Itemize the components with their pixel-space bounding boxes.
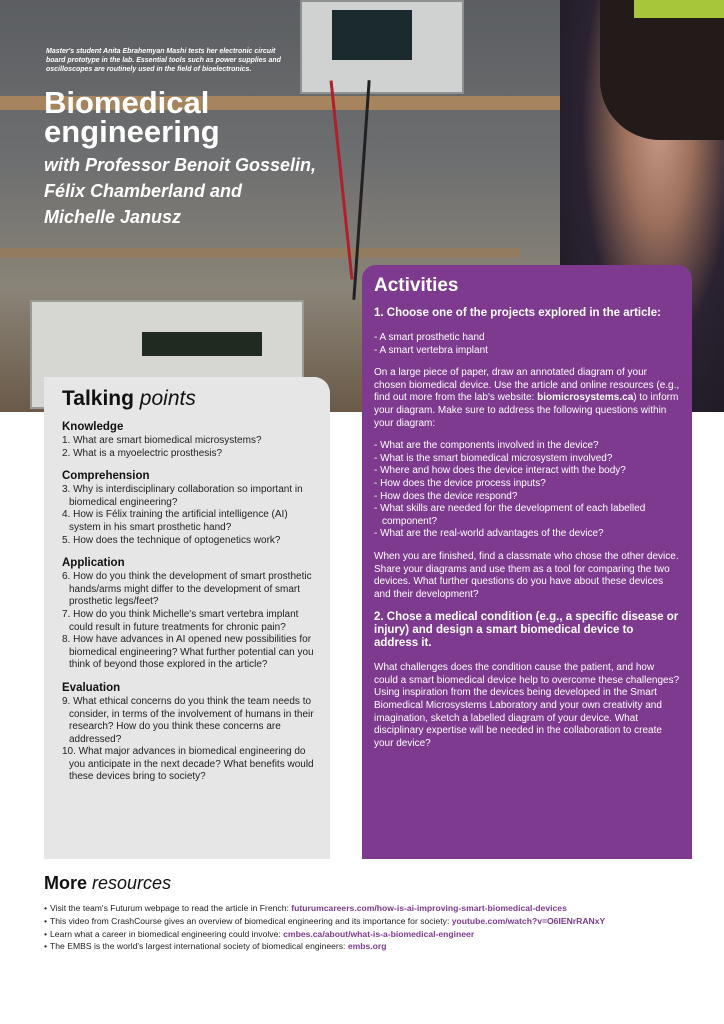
section-title-knowledge: Knowledge <box>62 421 124 433</box>
futurum-article-link[interactable]: futurumcareers.com/how-is-ai-improving-smart-biomedical-devices <box>291 903 567 913</box>
list-item: 9. What ethical concerns do you think the team needs to consider, in terms of the involvement of humans in their research? How do you think these concerns are addressed? <box>62 695 314 745</box>
resource-text: Learn what a career in biomedical engineering could involve: <box>50 928 284 939</box>
task-2-title: 2. Chose a medical condition (e.g., a specific disease or injury) and design a smart biomedical device to address it. <box>374 611 679 650</box>
list-item: - What are the real-world advantages of the device? <box>374 528 604 540</box>
more-heading-italic: resources <box>92 873 172 893</box>
resource-text: Visit the team's Futurum webpage to read the article in French: <box>50 903 292 913</box>
list-item: - A smart vertebra implant <box>374 344 488 356</box>
list-item: 4. How is Félix training the artificial intelligence (AI) system in his smart prosthetic hand? <box>62 509 288 533</box>
list-item: - What is the smart biomedical microsystem involved? <box>374 452 613 464</box>
bullet: • <box>44 903 48 913</box>
diagram-questions-list <box>374 440 680 541</box>
talking-points-heading <box>62 387 316 411</box>
list-item: 10. What major advances in biomedical engineering do you anticipate in the next decade? What benefits would these devices bring to society? <box>62 746 314 783</box>
title-line-2: engineering <box>44 114 220 149</box>
section-title-application: Application <box>62 557 125 570</box>
list-item: 8. How have advances in AI opened new possibilities for biomedical engineering? What further potential can you think of beyond those explored in the article? <box>62 634 314 671</box>
lab-website-link[interactable]: biomicrosystems.ca <box>537 392 634 404</box>
section-title-comprehension: Comprehension <box>62 470 150 483</box>
activities-panel <box>362 265 692 859</box>
list-item: - A smart prosthetic hand <box>374 332 485 343</box>
bullet: • <box>44 928 48 939</box>
cmbes-career-link[interactable]: cmbes.ca/about/what-is-a-biomedical-engineer <box>283 928 475 939</box>
page-title <box>44 85 220 149</box>
bullet: • <box>44 915 48 926</box>
talking-points-panel <box>44 377 330 859</box>
power-supply-display <box>142 332 262 356</box>
task-2-instructions: What challenges does the condition cause the patient, and how could a smart biomedical device help to overcome these challenges? Using inspiration from the devices being developed in the Smart Biomedical Microsystems Laboratory and your own creativity and imagination, sketch a labelled diagram of your device. What disciplinary expertise will be needed in the collaboration to create your device? <box>374 662 680 749</box>
researcher-hair <box>600 0 724 140</box>
talking-heading-italic: points <box>139 387 196 410</box>
photo-caption: Master's student Anita Ebrahemyan Mashi tests her electronic circuit board prototype in the lab. Essential tools such as power supplies and oscilloscopes are routinely used in the field of bioelectronics. <box>46 48 281 73</box>
more-resources-heading <box>44 872 704 894</box>
list-item: 2. What is a myoelectric prosthesis? <box>62 447 223 459</box>
list-item: - What skills are needed for the development of each labelled component? <box>374 503 646 527</box>
project-list <box>374 332 680 357</box>
activities-heading: Activities <box>374 275 459 296</box>
resource-text: This video from CrashCourse gives an overview of biomedical engineering and its importance for society: <box>50 915 452 926</box>
task-1-instructions <box>374 367 680 430</box>
list-item: - How does the device process inputs? <box>374 477 546 489</box>
instructions-text: On a large piece of paper, draw an annotated diagram of your chosen biomedical device. Use the article and online resources (e.g., find out more from the lab's website: <box>374 367 680 404</box>
subtitle-line-2: Félix Chamberland and <box>44 181 243 201</box>
list-item: 5. How does the technique of optogenetics work? <box>62 534 281 546</box>
instructions-text: ) to inform your diagram. Make sure to address the following questions within your diagram: <box>374 392 679 429</box>
task-1-title: 1. Choose one of the projects explored in the article: <box>374 307 661 319</box>
task-1-followup: When you are finished, find a classmate who chose the other device. Share your diagrams and use them as a tool for comparing the two devices. What further questions do you have about these devices and their development? <box>374 550 679 600</box>
page-subtitle <box>44 152 344 230</box>
title-line-1: Biomedical <box>44 85 210 120</box>
application-list <box>62 571 316 672</box>
accent-strip <box>634 0 724 18</box>
oscilloscope-graphic <box>300 0 464 94</box>
list-item: - What are the components involved in the device? <box>374 440 599 452</box>
resources-list <box>44 902 704 953</box>
subtitle-line-1: with Professor Benoit Gosselin, <box>44 155 317 175</box>
youtube-video-link[interactable]: youtube.com/watch?v=O6IENrRANxY <box>451 915 606 926</box>
evaluation-list <box>62 696 316 784</box>
comprehension-list <box>62 484 316 547</box>
knowledge-list <box>62 435 316 460</box>
lab-bench <box>0 248 520 258</box>
list-item <box>44 902 704 915</box>
subtitle-line-3: Michelle Janusz <box>44 207 182 227</box>
list-item <box>44 940 704 953</box>
list-item <box>44 928 704 941</box>
more-resources <box>44 872 704 953</box>
oscilloscope-screen <box>332 10 412 60</box>
list-item: 3. Why is interdisciplinary collaboration so important in biomedical engineering? <box>62 484 303 508</box>
embs-link[interactable]: embs.org <box>347 941 387 952</box>
section-title-evaluation: Evaluation <box>62 681 121 694</box>
more-heading-bold: More <box>44 873 88 893</box>
list-item: 7. How do you think Michelle's smart vertebra implant could result in future treatments for chronic pain? <box>62 608 299 633</box>
resource-text: The EMBS is the world's largest international society of biomedical engineers: <box>50 941 348 952</box>
bullet: • <box>44 941 48 952</box>
list-item: 6. How do you think the development of smart prosthetic hands/arms might differ to the development of smart prosthetic legs/feet? <box>62 571 312 608</box>
list-item <box>44 915 704 928</box>
talking-heading-bold: Talking <box>62 387 134 410</box>
list-item: 1. What are smart biomedical microsystems? <box>62 435 262 446</box>
list-item: - Where and how does the device interact with the body? <box>374 465 626 477</box>
list-item: - How does the device respond? <box>374 490 518 502</box>
